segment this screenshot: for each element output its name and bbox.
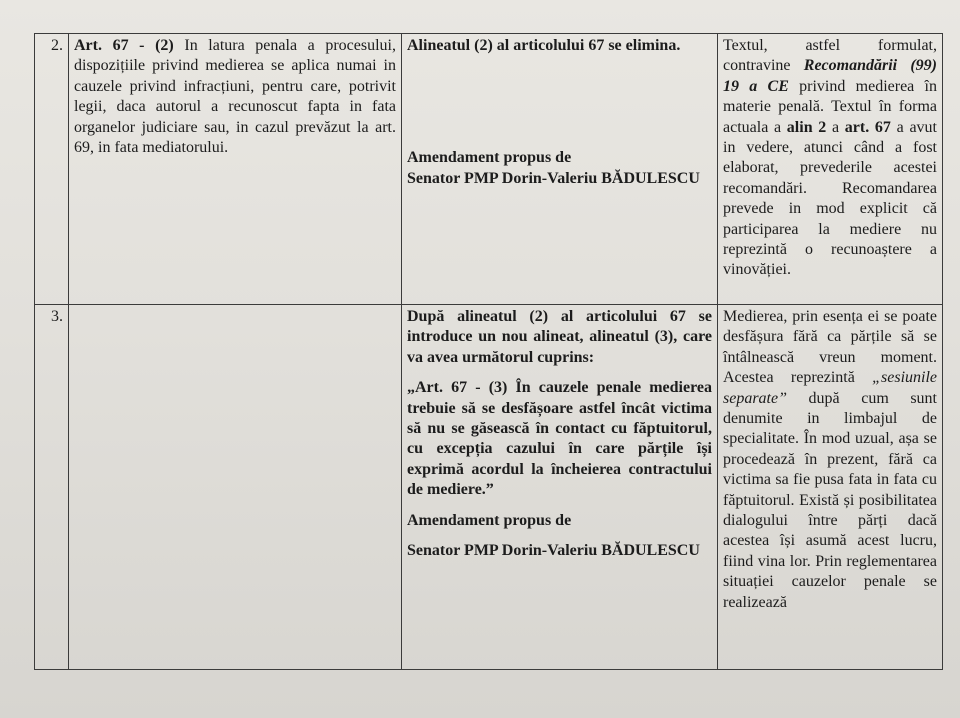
amendment-cell xyxy=(402,305,718,670)
amendment-cell xyxy=(402,34,718,305)
motivation-cell xyxy=(718,305,943,670)
proposer-label: Amendament propus de xyxy=(407,511,572,529)
proposed-article-text: „Art. 67 - (3) În cauzele penale medierea trebuie să se desfășoare astfel încât victima să nu se găsească în contact cu făptuitorul, cu excepția cazului în care părțile își exprimă acordul la încheierea contractului de mediere.” xyxy=(407,379,712,499)
row-number: 2. xyxy=(35,34,69,305)
current-text-cell xyxy=(69,305,402,670)
current-text: Art. 67 - (2) In latura penala a procesului, dispozițiile privind medierea se aplica numai in cauzele privind infracțiuni, pentru care, potrivit legii, daca autorul a recunoscut fapta in fata organelor judiciare sau, in cazul prevăzut la art. 69, in fata mediatorului. xyxy=(74,37,397,157)
table-row xyxy=(35,34,943,305)
amendment-text: Alineatul (2) al articolului 67 se elimina. xyxy=(407,37,681,54)
row-number: 3. xyxy=(35,305,69,670)
motivation-text: Medierea, prin esența ei se poate desfășura fără ca părțile să se întâlnească vreun moment. Acestea reprezintă „sesiunile separate” după cum sunt denumite in limbajul de specialitate. În mod uzual, așa se procedează în prezent, fără ca victima sa fie pusa fata in fata cu făptuitorul. Există și posibilitatea dialogului între părți dacă acestea își asumă acest lucru, fiind vina lor. Prin reglementarea situației cauzelor penale se realizează xyxy=(723,308,937,611)
amendments-table xyxy=(34,33,943,670)
proposer-label: Amendament propus de xyxy=(407,149,572,167)
current-text-cell xyxy=(69,34,402,305)
motivation-text: Textul, astfel formulat, contravine Recomandării (99) 19 a CE privind medierea în materie penală. Textul în forma actuala a alin 2 a art. 67 a avut in vedere, atunci când a fost elaborat, prevederile acestei recomandări. Recomandarea prevede in mod explicit că participarea la mediere nu reprezintă o recunoaștere a vinovăției. xyxy=(723,37,937,279)
proposer-name: Senator PMP Dorin-Valeriu BĂDULESCU xyxy=(407,542,700,560)
motivation-cell xyxy=(718,34,943,305)
article-reference: Art. 67 - (2) xyxy=(74,37,174,54)
proposer-name: Senator PMP Dorin-Valeriu BĂDULESCU xyxy=(407,169,700,187)
table-row xyxy=(35,305,943,670)
amendment-intro: După alineatul (2) al articolului 67 se introduce un nou alineat, alineatul (3), care va avea următorul cuprins: xyxy=(407,308,712,366)
